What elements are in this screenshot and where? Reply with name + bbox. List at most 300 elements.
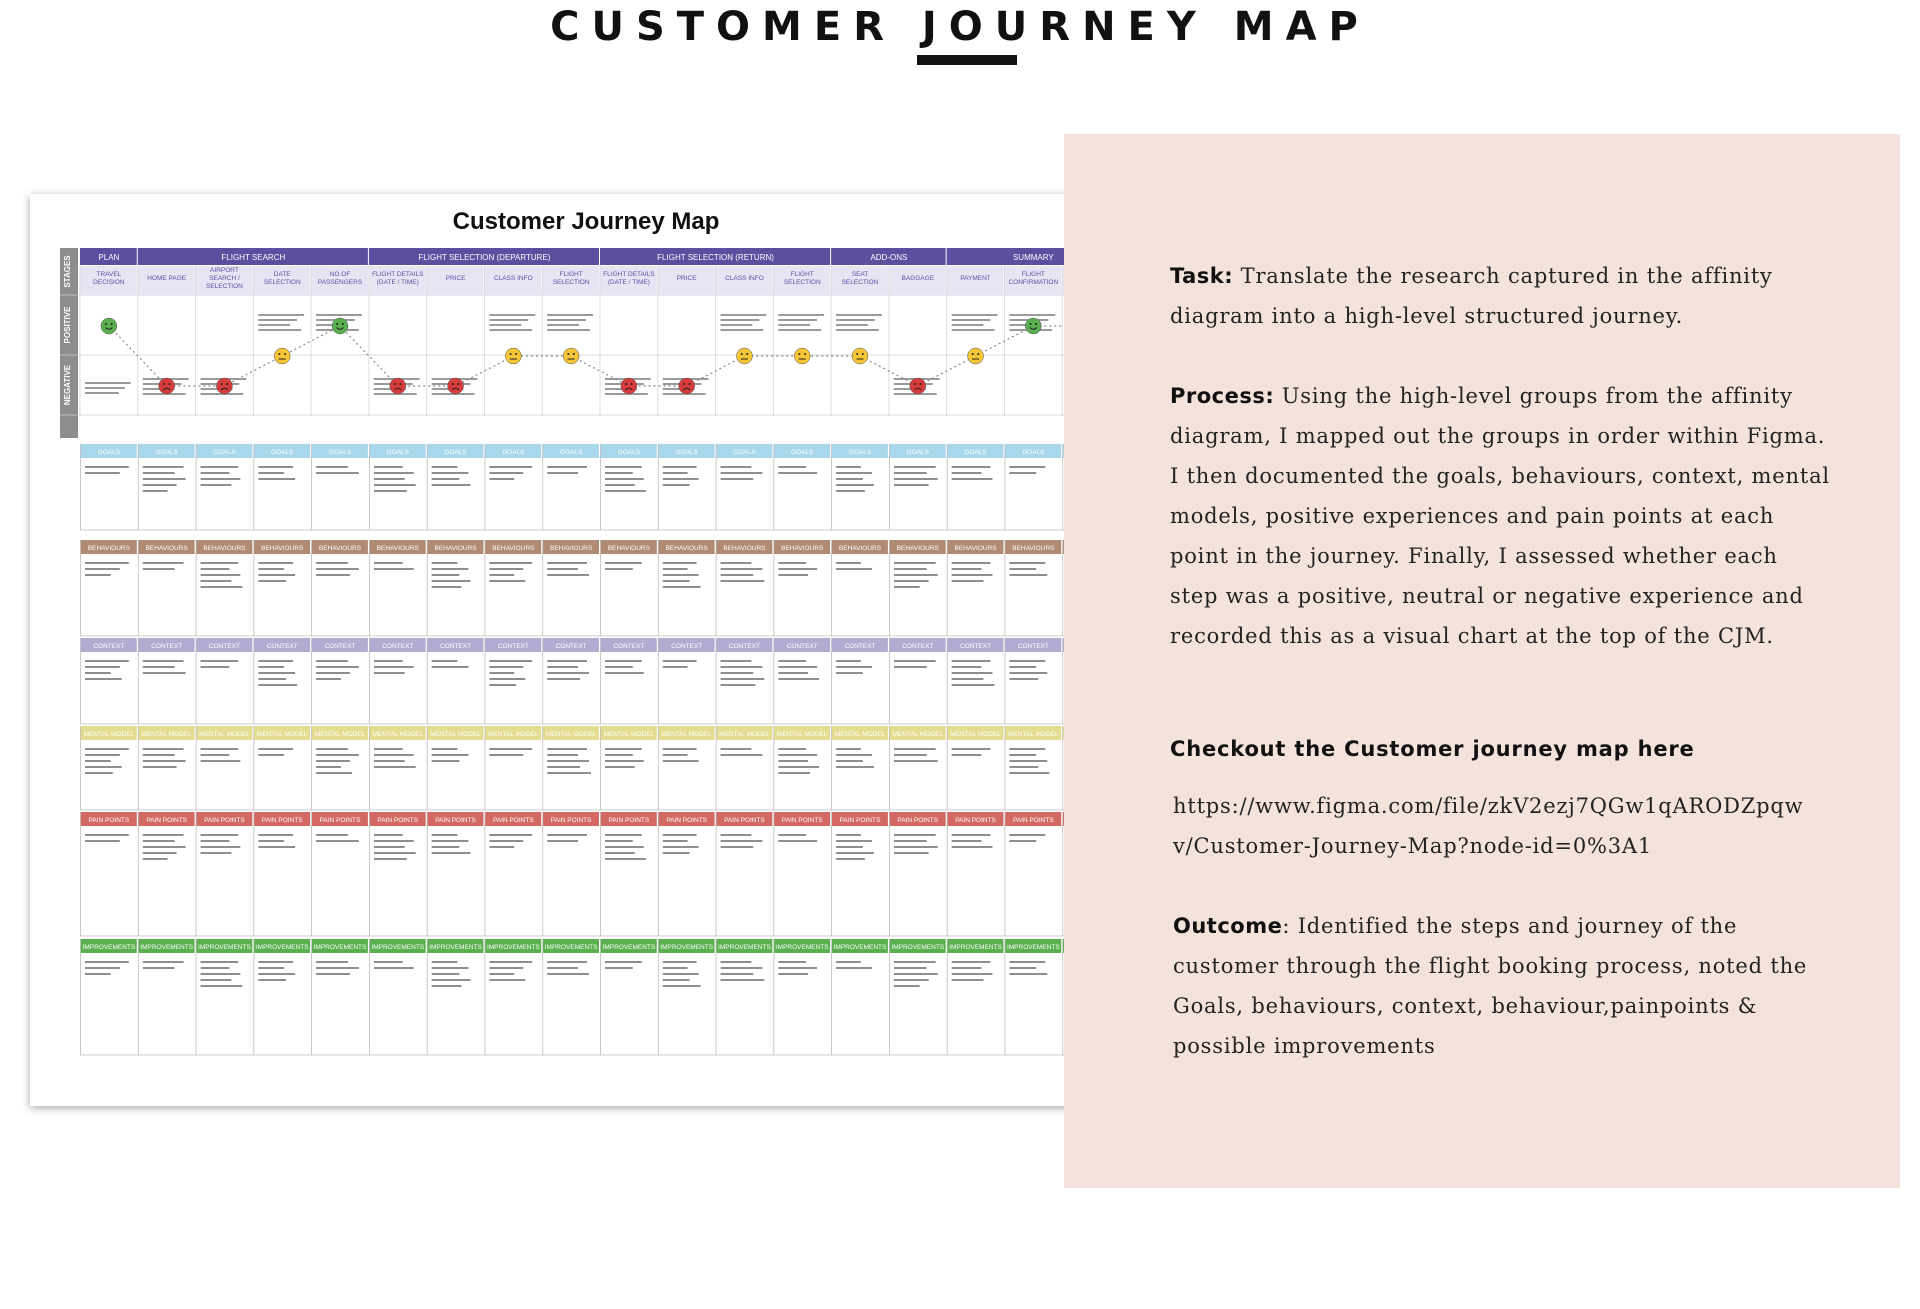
sentiment-face-neutral (274, 348, 290, 364)
section-text (894, 472, 927, 474)
section-label: IMPROVEMENTS (891, 944, 945, 951)
section-text (316, 466, 348, 468)
section-text (836, 840, 872, 842)
section-label: BEHAVIOURS (318, 545, 362, 552)
section-text (374, 748, 403, 750)
section-text (201, 852, 232, 854)
section-label: IMPROVEMENTS (371, 944, 425, 951)
quote-text (489, 314, 535, 316)
face-eye (336, 323, 338, 325)
section-text (721, 846, 754, 848)
face-eye (856, 353, 858, 355)
step-label: FLIGHT DETAILS (372, 271, 424, 278)
face-eye (741, 353, 743, 355)
section-text (952, 478, 993, 480)
quote-text (85, 387, 125, 389)
section-text (952, 754, 982, 756)
section-text (316, 666, 359, 668)
section-text (952, 961, 991, 963)
section-text (952, 660, 991, 662)
row-label-positive: POSITIVE (63, 306, 72, 344)
section-text (316, 961, 348, 963)
section-text (316, 754, 359, 756)
section-text (85, 748, 129, 750)
section-label: MENTAL MODEL (1008, 731, 1059, 738)
section-text (85, 574, 111, 576)
section-label: MENTAL MODEL (892, 731, 944, 738)
section-text (489, 754, 523, 756)
section-label: GOALS (733, 449, 756, 456)
section-text (374, 472, 414, 474)
section-text (374, 858, 407, 860)
section-text (952, 967, 982, 969)
section-text (432, 834, 458, 836)
section-text (432, 660, 458, 662)
section-text (894, 586, 920, 588)
section-text (721, 967, 763, 969)
section-text (489, 574, 514, 576)
section-label: BEHAVIOURS (838, 545, 882, 552)
step-label: PAYMENT (960, 275, 991, 282)
section-text (316, 967, 359, 969)
section-text (605, 490, 646, 492)
section-text (432, 484, 471, 486)
quote-text (85, 382, 131, 384)
section-text (143, 840, 175, 842)
face-eye (278, 353, 280, 355)
section-label: PAIN POINTS (608, 817, 650, 824)
section-text (374, 760, 405, 762)
step-label: SELECTION (263, 279, 301, 286)
section-label: GOALS (213, 449, 236, 456)
section-text (143, 490, 168, 492)
section-text (778, 754, 817, 756)
step-label: BAGGAGE (901, 275, 935, 282)
section-label: IMPROVEMENTS (255, 944, 309, 951)
section-text (489, 973, 514, 975)
step-label: CLASS INFO (725, 275, 764, 282)
section-text (489, 472, 523, 474)
section-label: BEHAVIOURS (896, 545, 939, 552)
section-label: BEHAVIOURS (1012, 545, 1055, 552)
stage-label: SUMMARY (1012, 253, 1054, 262)
section-label: BEHAVIOURS (261, 545, 304, 552)
sentiment-face-negative (679, 378, 695, 394)
section-text (894, 961, 936, 963)
section-text (663, 666, 688, 668)
quote-text (258, 324, 290, 326)
section-text (489, 562, 532, 564)
section-label: CONTEXT (555, 643, 587, 650)
section-text (432, 840, 469, 842)
section-text (201, 985, 243, 987)
section-text (836, 754, 872, 756)
section-label: PAIN POINTS (666, 817, 708, 824)
section-text (258, 660, 293, 662)
section-text (143, 672, 186, 674)
section-text (778, 466, 806, 468)
section-text (316, 562, 348, 564)
section-label: BEHAVIOURS (781, 545, 824, 552)
step-label: CONFIRMATION (1008, 279, 1059, 286)
section-text (489, 666, 523, 668)
section-text (663, 466, 697, 468)
section-text (721, 562, 752, 564)
section-text (432, 472, 469, 474)
section-label: GOALS (502, 449, 525, 456)
section-text (201, 466, 239, 468)
section-text (85, 666, 120, 668)
face-eye (972, 353, 974, 355)
section-text (258, 961, 293, 963)
section-text (258, 684, 297, 686)
section-text (952, 684, 995, 686)
quote-text (1009, 314, 1055, 316)
section-label: IMPROVEMENTS (718, 944, 771, 951)
face-eye (105, 323, 107, 325)
section-label: PAIN POINTS (955, 817, 996, 824)
sentiment-face-positive (101, 318, 117, 334)
quote-text (836, 314, 882, 316)
section-text (258, 967, 284, 969)
face-eye (342, 323, 344, 325)
section-text (374, 478, 405, 480)
section-text (85, 967, 120, 969)
section-text (374, 660, 403, 662)
section-label: MENTAL MODEL (488, 731, 539, 738)
section-label: BEHAVIOURS (550, 545, 593, 552)
step-label: FLIGHT (1021, 271, 1045, 278)
section-text (1009, 766, 1038, 768)
section-text (1009, 967, 1036, 969)
face-eye (977, 353, 979, 355)
section-label: PAIN POINTS (1012, 817, 1054, 824)
section-text (201, 568, 230, 570)
step-label: PRICE (445, 275, 466, 282)
customer-journey-map-image (30, 194, 1142, 1106)
section-label: PAIN POINTS (781, 817, 823, 824)
section-label: PAIN POINTS (377, 817, 419, 824)
section-label: IMPROVEMENTS (949, 944, 1002, 951)
section-text (1009, 840, 1036, 842)
section-text (374, 754, 414, 756)
section-text (85, 840, 120, 842)
section-text (316, 840, 359, 842)
quote-text (721, 324, 753, 326)
section-text (143, 562, 184, 564)
sentiment-face-negative (159, 378, 175, 394)
section-text (778, 973, 808, 975)
face-eye (510, 353, 512, 355)
section-text (894, 846, 938, 848)
section-text (316, 772, 352, 774)
section-text (894, 484, 929, 486)
section-label: CONTEXT (728, 643, 760, 650)
section-text (316, 660, 348, 662)
section-label: CONTEXT (1017, 643, 1049, 650)
face-eye (567, 353, 569, 355)
section-text (663, 586, 701, 588)
section-label: CONTEXT (786, 643, 818, 650)
section-text (778, 772, 810, 774)
section-label: GOALS (386, 449, 409, 456)
section-text (547, 472, 578, 474)
section-text (85, 961, 129, 963)
section-label: GOALS (1022, 449, 1045, 456)
section-label: PAIN POINTS (897, 817, 939, 824)
section-text (836, 472, 872, 474)
section-text (432, 580, 471, 582)
section-text (258, 666, 284, 668)
face-eye (168, 383, 170, 385)
section-label: GOALS (444, 449, 467, 456)
sentiment-face-neutral (505, 348, 521, 364)
section-label: IMPROVEMENTS (140, 944, 194, 951)
section-text (952, 580, 984, 582)
section-text (1009, 772, 1049, 774)
section-text (1009, 672, 1047, 674)
step-label: SEAT (851, 271, 869, 278)
section-text (836, 568, 872, 570)
section-text (721, 979, 765, 981)
step-label: SELECTION (783, 279, 821, 286)
section-text (894, 760, 938, 762)
section-text (201, 754, 230, 756)
section-text (432, 748, 458, 750)
section-text (721, 580, 765, 582)
section-text (547, 834, 587, 836)
section-text (374, 967, 414, 969)
quote-text (258, 319, 297, 321)
quote-text (778, 319, 817, 321)
section-text (374, 834, 403, 836)
section-text (778, 840, 817, 842)
section-text (1009, 973, 1047, 975)
section-text (316, 672, 350, 674)
section-text (1009, 754, 1036, 756)
section-text (201, 666, 230, 668)
section-text (663, 478, 699, 480)
section-label: GOALS (155, 449, 178, 456)
step-label: PASSENGERS (317, 279, 363, 286)
section-label: GOALS (964, 449, 987, 456)
section-text (663, 967, 688, 969)
section-label: PAIN POINTS (724, 817, 765, 824)
face-eye (746, 353, 748, 355)
section-text (143, 568, 175, 570)
face-eye (226, 383, 228, 385)
quote-text (952, 319, 991, 321)
section-text (143, 466, 184, 468)
section-text (894, 574, 938, 576)
section-text (605, 562, 642, 564)
quote-text (778, 324, 810, 326)
section-label: CONTEXT (671, 643, 703, 650)
section-label: BEHAVIOURS (145, 545, 188, 552)
section-text (778, 967, 817, 969)
section-label: IMPROVEMENTS (198, 944, 251, 951)
section-text (952, 666, 982, 668)
section-text (894, 967, 927, 969)
section-text (605, 466, 642, 468)
section-label: IMPROVEMENTS (544, 944, 598, 951)
section-text (721, 478, 754, 480)
section-text (605, 840, 633, 842)
section-text (663, 660, 697, 662)
section-label: MENTAL MODEL (545, 731, 597, 738)
quote-text (778, 314, 824, 316)
section-text (143, 766, 177, 768)
section-text (1009, 760, 1047, 762)
sentiment-face-negative (216, 378, 232, 394)
section-text (1009, 678, 1038, 680)
face-eye (573, 353, 575, 355)
section-text (258, 580, 286, 582)
face-eye (400, 383, 402, 385)
section-label: IMPROVEMENTS (486, 944, 540, 951)
section-label: PAIN POINTS (435, 817, 476, 824)
section-text (547, 772, 591, 774)
row-label-negative: NEGATIVE (63, 364, 72, 406)
face-eye (457, 383, 459, 385)
section-text (663, 961, 697, 963)
face-eye (515, 353, 517, 355)
section-text (663, 754, 688, 756)
section-text (85, 562, 129, 564)
section-label: IMPROVEMENTS (833, 944, 887, 951)
step-label: SELECTION (552, 279, 590, 286)
stage-label: FLIGHT SEARCH (221, 253, 286, 262)
section-text (894, 979, 929, 981)
task-text: Translate the research captured in the affinity diagram into a high-level structured journey. (1170, 264, 1773, 328)
section-text (547, 967, 578, 969)
section-label: BEHAVIOURS (607, 545, 650, 552)
section-text (836, 562, 861, 564)
section-text (258, 574, 295, 576)
section-text (836, 834, 861, 836)
section-text (721, 574, 754, 576)
section-text (547, 766, 580, 768)
section-text (778, 760, 808, 762)
section-text (1009, 666, 1036, 668)
step-label: HOME PAGE (147, 275, 187, 282)
section-text (1009, 562, 1045, 564)
section-text (258, 754, 284, 756)
face-eye (1035, 323, 1037, 325)
step-label: SELECTION (841, 279, 879, 286)
stage-label: FLIGHT SELECTION (DEPARTURE) (418, 253, 551, 262)
section-text (721, 684, 756, 686)
quote-text (836, 329, 879, 331)
face-eye (1030, 323, 1032, 325)
section-text (836, 766, 874, 768)
section-text (489, 840, 523, 842)
section-text (836, 660, 861, 662)
section-label: MENTAL MODEL (776, 731, 828, 738)
section-text (201, 760, 241, 762)
section-text (1009, 574, 1047, 576)
section-text (316, 748, 348, 750)
step-label: AIRPORT (210, 267, 239, 274)
step-label: (DATE / TIME) (607, 279, 650, 286)
quote-text (547, 329, 590, 331)
section-text (605, 852, 635, 854)
section-text (374, 466, 403, 468)
quote-text (952, 314, 998, 316)
section-text (432, 760, 460, 762)
section-text (489, 961, 532, 963)
section-text (605, 472, 633, 474)
section-text (374, 961, 403, 963)
section-label: PAIN POINTS (261, 817, 303, 824)
section-text (894, 834, 936, 836)
step-label: SEARCH / (209, 275, 240, 282)
section-text (143, 852, 177, 854)
face-eye (920, 383, 922, 385)
section-text (721, 666, 763, 668)
step-label: (DATE / TIME) (376, 279, 419, 286)
section-text (143, 472, 175, 474)
section-text (143, 858, 168, 860)
section-text (489, 660, 532, 662)
section-text (952, 979, 984, 981)
section-text (663, 472, 688, 474)
section-text (432, 666, 469, 668)
section-label: CONTEXT (497, 643, 529, 650)
section-text (85, 472, 120, 474)
section-label: IMPROVEMENTS (1006, 944, 1060, 951)
section-text (778, 574, 808, 576)
section-label: IMPROVEMENTS (429, 944, 482, 951)
face-eye (914, 383, 916, 385)
section-text (663, 840, 688, 842)
section-text (663, 562, 697, 564)
section-text (547, 973, 589, 975)
section-label: MENTAL MODEL (83, 731, 135, 738)
face-eye (688, 383, 690, 385)
section-label: CONTEXT (382, 643, 414, 650)
step-label: DECISION (93, 279, 125, 286)
section-label: CONTEXT (266, 643, 298, 650)
section-text (316, 568, 359, 570)
section-text (778, 562, 806, 564)
cjm-title: Customer Journey Map (452, 208, 720, 235)
section-text (432, 568, 469, 570)
section-text (489, 580, 525, 582)
section-label: BEHAVIOURS (723, 545, 766, 552)
section-text (432, 466, 458, 468)
outcome-label: Outcome (1173, 914, 1283, 938)
quote-text (316, 314, 362, 316)
section-text (952, 678, 984, 680)
section-text (952, 840, 982, 842)
quote-text (85, 392, 119, 394)
section-text (201, 840, 230, 842)
section-text (201, 846, 241, 848)
section-text (85, 678, 122, 680)
section-text (85, 760, 111, 762)
section-text (778, 961, 806, 963)
section-label: GOALS (271, 449, 294, 456)
section-text (489, 678, 525, 680)
section-text (605, 754, 633, 756)
section-label: MENTAL MODEL (603, 731, 655, 738)
section-text (316, 472, 359, 474)
section-label: IMPROVEMENTS (313, 944, 367, 951)
figma-link[interactable]: https://www.figma.com/file/zkV2ezj7QGw1qARODZpqwv/Customer-Journey-Map?node-id=0%3A1 (1173, 794, 1804, 858)
section-text (258, 478, 295, 480)
section-text (952, 562, 991, 564)
